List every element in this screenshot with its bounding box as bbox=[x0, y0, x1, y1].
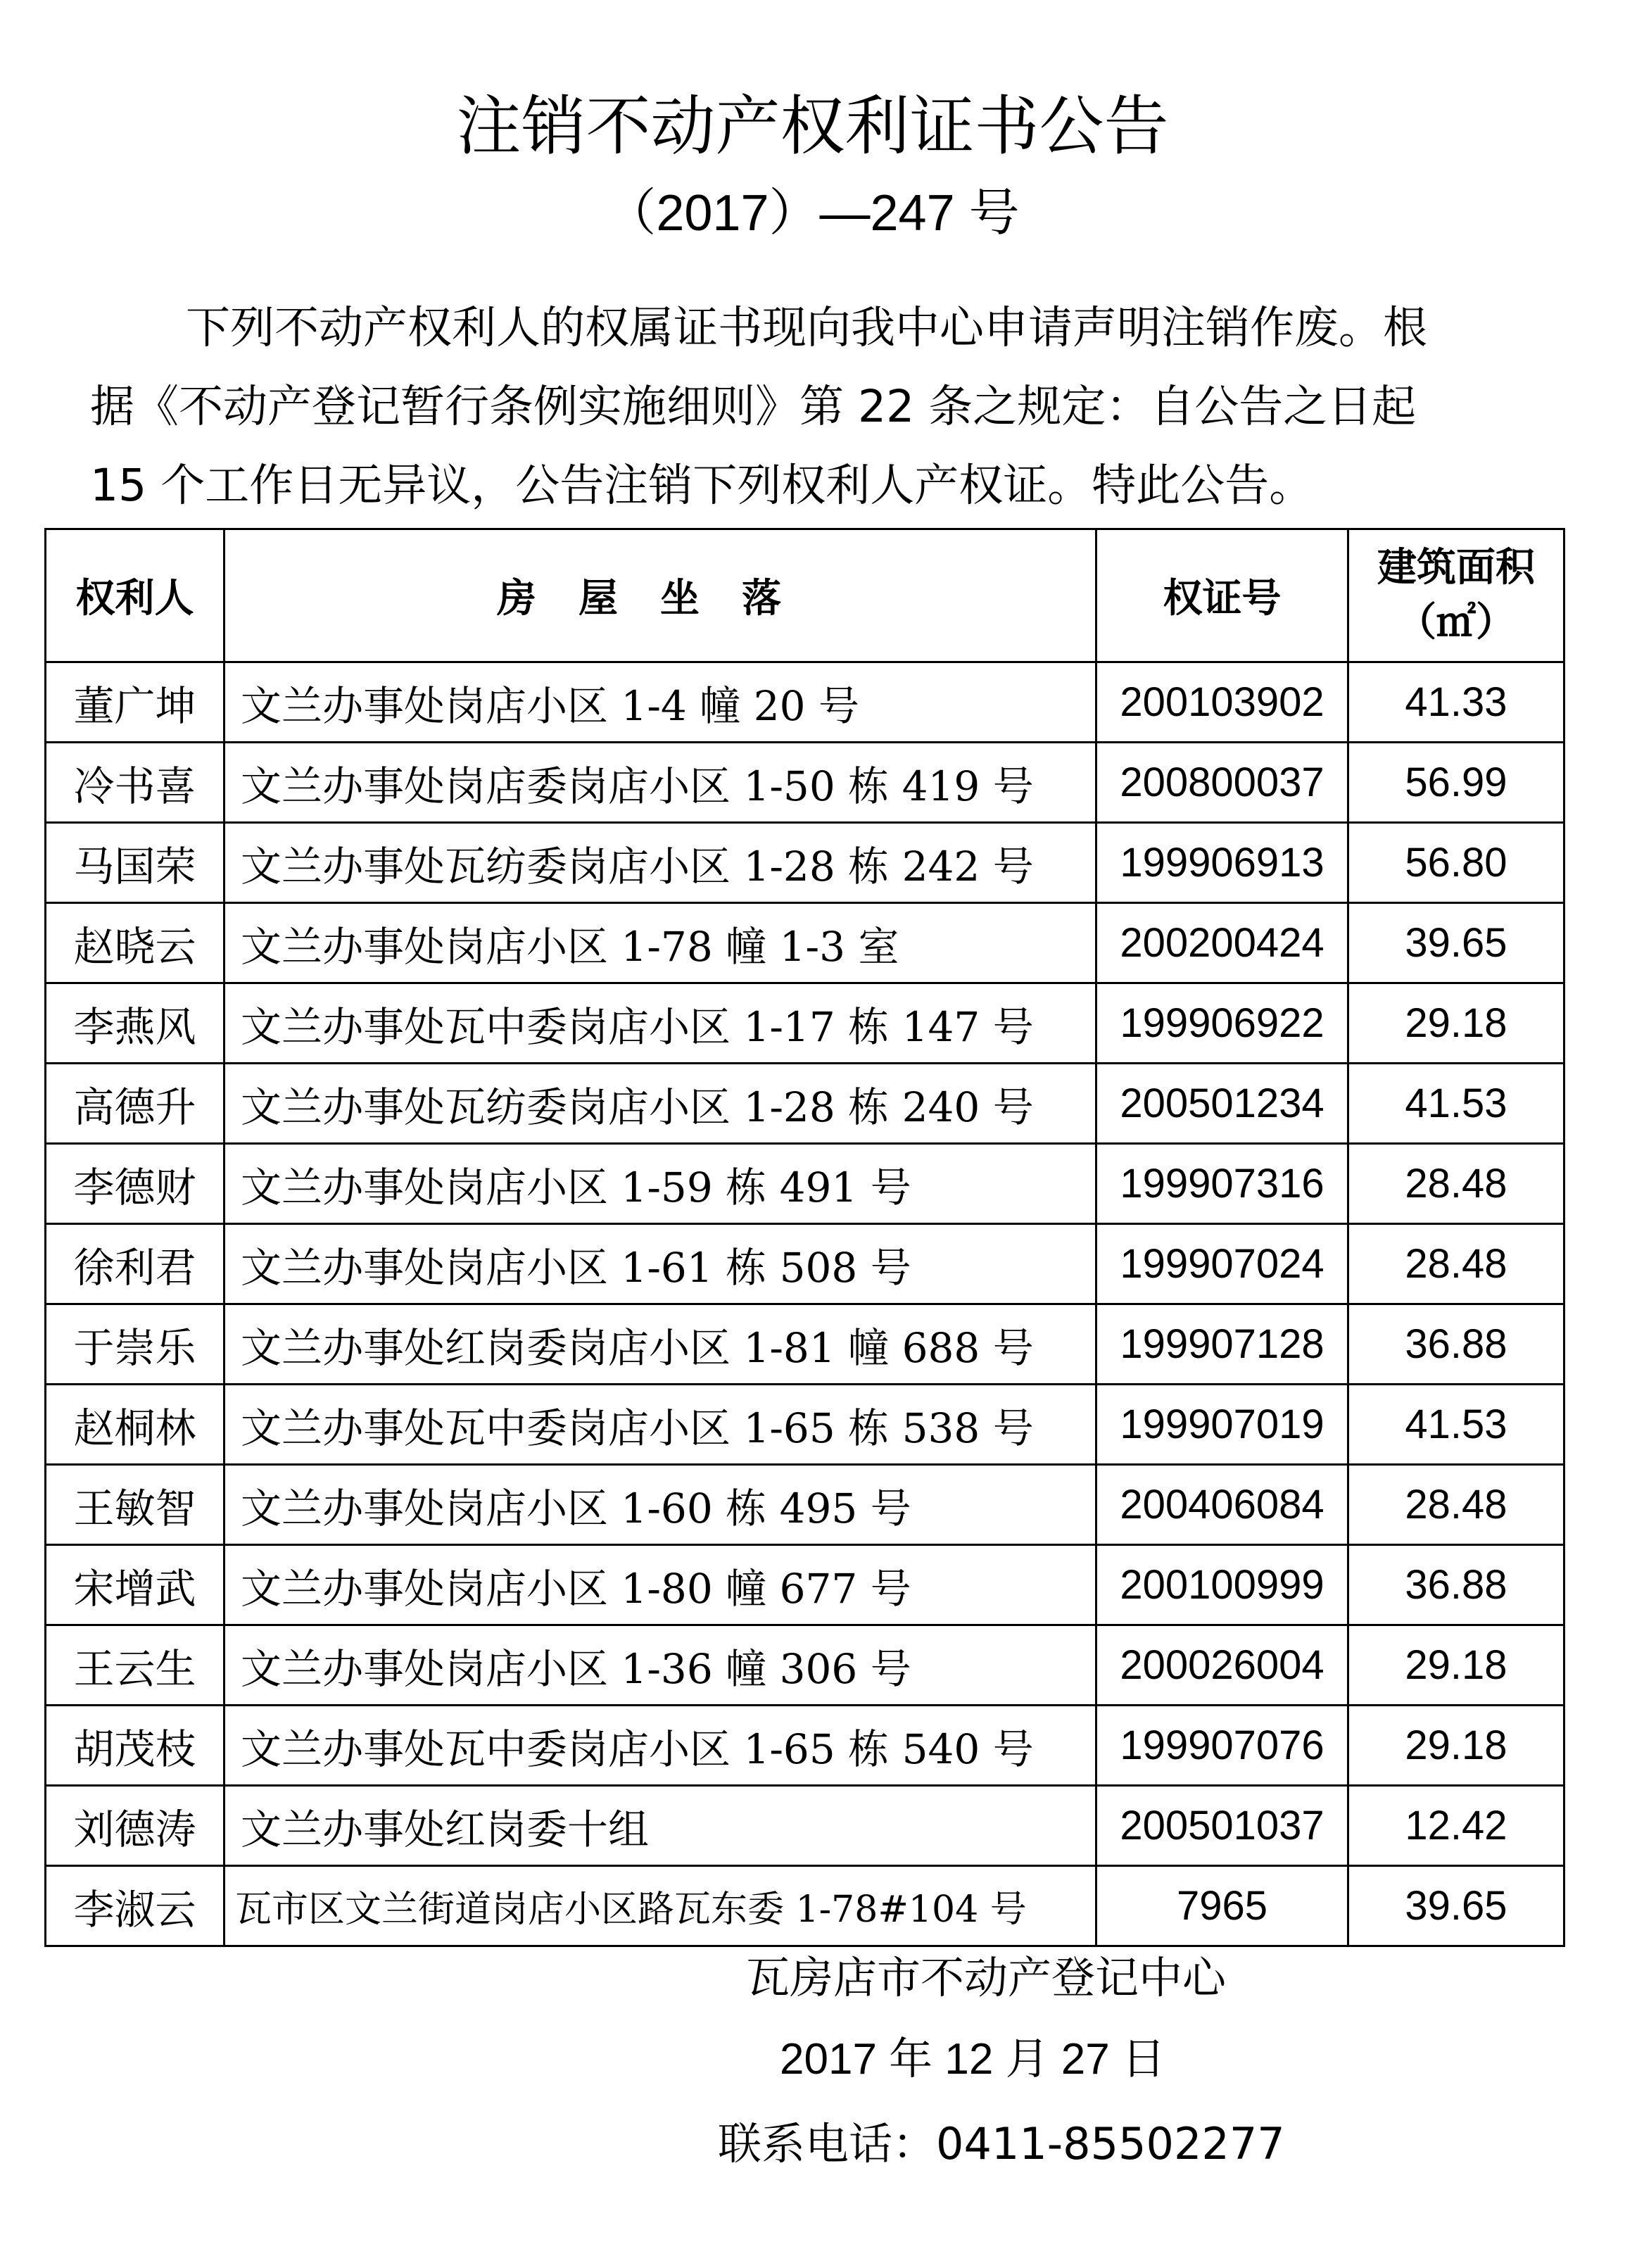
certificate-table bbox=[44, 528, 1565, 1947]
owner-cell: 冷书喜 bbox=[46, 743, 225, 823]
cert-no-cell: 200501037 bbox=[1096, 1786, 1348, 1866]
cert-no-cell: 199907019 bbox=[1096, 1385, 1348, 1465]
header-location bbox=[225, 529, 1096, 662]
area-cell: 28.48 bbox=[1348, 1465, 1564, 1545]
location-cell: 文兰办事处岗店小区 1-4 幢 20 号 bbox=[225, 662, 1096, 743]
owner-cell: 于崇乐 bbox=[46, 1304, 225, 1385]
area-cell: 56.99 bbox=[1348, 743, 1564, 823]
cert-no-cell: 200100999 bbox=[1096, 1545, 1348, 1625]
table-row bbox=[46, 1064, 1564, 1144]
owner-cell: 李淑云 bbox=[46, 1866, 225, 1946]
table-row bbox=[46, 1304, 1564, 1385]
area-cell: 29.18 bbox=[1348, 983, 1564, 1064]
cert-no-cell: 199907128 bbox=[1096, 1304, 1348, 1385]
cert-no-cell: 199907076 bbox=[1096, 1706, 1348, 1786]
table-row bbox=[46, 1385, 1564, 1465]
location-cell: 文兰办事处瓦中委岗店小区 1-65 栋 538 号 bbox=[225, 1385, 1096, 1465]
area-cell: 12.42 bbox=[1348, 1786, 1564, 1866]
location-cell: 文兰办事处瓦纺委岗店小区 1-28 栋 240 号 bbox=[225, 1064, 1096, 1144]
location-cell: 文兰办事处红岗委十组 bbox=[225, 1786, 1096, 1866]
cert-no-cell: 199906913 bbox=[1096, 823, 1348, 903]
location-cell: 文兰办事处岗店小区 1-59 栋 491 号 bbox=[225, 1144, 1096, 1224]
intro-line-2: 据《不动产登记暂行条例实施细则》第 22 条之规定：自公告之日起 bbox=[90, 381, 1417, 432]
owner-cell: 王云生 bbox=[46, 1625, 225, 1706]
document-number: （2017）—247 号 bbox=[605, 185, 1020, 241]
area-cell: 41.53 bbox=[1348, 1064, 1564, 1144]
owner-cell: 马国荣 bbox=[46, 823, 225, 903]
cert-no-cell: 200501234 bbox=[1096, 1064, 1348, 1144]
cert-no-cell: 200800037 bbox=[1096, 743, 1348, 823]
table-header-row bbox=[46, 529, 1564, 662]
area-cell: 41.33 bbox=[1348, 662, 1564, 743]
location-cell: 文兰办事处岗店小区 1-60 栋 495 号 bbox=[225, 1465, 1096, 1545]
owner-cell: 高德升 bbox=[46, 1064, 225, 1144]
table-row bbox=[46, 1625, 1564, 1706]
owner-cell: 宋增武 bbox=[46, 1545, 225, 1625]
owner-cell: 李燕风 bbox=[46, 983, 225, 1064]
table-row bbox=[46, 1786, 1564, 1866]
intro-line-3: 15 个工作日无异议，公告注销下列权利人产权证。特此公告。 bbox=[90, 460, 1314, 511]
owner-cell: 赵桐林 bbox=[46, 1385, 225, 1465]
table-row bbox=[46, 1465, 1564, 1545]
area-cell: 39.65 bbox=[1348, 1866, 1564, 1946]
table-row bbox=[46, 662, 1564, 743]
location-cell: 文兰办事处岗店小区 1-80 幢 677 号 bbox=[225, 1545, 1096, 1625]
header-cert-no: 权证号 bbox=[1096, 529, 1348, 662]
table-row bbox=[46, 903, 1564, 983]
area-cell: 36.88 bbox=[1348, 1545, 1564, 1625]
cert-no-cell: 199907024 bbox=[1096, 1224, 1348, 1304]
area-cell: 56.80 bbox=[1348, 823, 1564, 903]
area-cell: 28.48 bbox=[1348, 1224, 1564, 1304]
table-row bbox=[46, 1866, 1564, 1946]
cert-no-cell: 7965 bbox=[1096, 1866, 1348, 1946]
intro-paragraph bbox=[90, 289, 1547, 525]
location-cell: 文兰办事处岗店小区 1-78 幢 1-3 室 bbox=[225, 903, 1096, 983]
area-cell: 39.65 bbox=[1348, 903, 1564, 983]
intro-line-1: 下列不动产权利人的权属证书现向我中心申请声明注销作废。根 bbox=[186, 302, 1427, 353]
table-row bbox=[46, 1545, 1564, 1625]
location-cell: 文兰办事处红岗委岗店小区 1-81 幢 688 号 bbox=[225, 1304, 1096, 1385]
area-cell: 28.48 bbox=[1348, 1144, 1564, 1224]
cert-no-cell: 199906922 bbox=[1096, 983, 1348, 1064]
table-row bbox=[46, 1706, 1564, 1786]
owner-cell: 董广坤 bbox=[46, 662, 225, 743]
page-title: 注销不动产权利证书公告 bbox=[456, 89, 1169, 164]
table-row bbox=[46, 823, 1564, 903]
cert-no-cell: 200200424 bbox=[1096, 903, 1348, 983]
header-area-label: 建筑面积 bbox=[1377, 545, 1535, 591]
owner-cell: 王敏智 bbox=[46, 1465, 225, 1545]
location-cell: 文兰办事处瓦中委岗店小区 1-65 栋 540 号 bbox=[225, 1706, 1096, 1786]
owner-cell: 胡茂枝 bbox=[46, 1706, 225, 1786]
contact-phone: 联系电话：0411-85502277 bbox=[718, 2118, 1285, 2169]
table-row bbox=[46, 743, 1564, 823]
location-cell: 文兰办事处岗店小区 1-36 幢 306 号 bbox=[225, 1625, 1096, 1706]
table-row bbox=[46, 1224, 1564, 1304]
owner-cell: 徐利君 bbox=[46, 1224, 225, 1304]
issuer-name: 瓦房店市不动产登记中心 bbox=[746, 1952, 1227, 2003]
area-cell: 36.88 bbox=[1348, 1304, 1564, 1385]
area-cell: 29.18 bbox=[1348, 1625, 1564, 1706]
header-area-unit: （㎡） bbox=[1397, 600, 1515, 645]
issue-date: 2017 年 12 月 27 日 bbox=[780, 2035, 1165, 2084]
owner-cell: 李德财 bbox=[46, 1144, 225, 1224]
location-cell: 文兰办事处岗店委岗店小区 1-50 栋 419 号 bbox=[225, 743, 1096, 823]
cert-no-cell: 200103902 bbox=[1096, 662, 1348, 743]
location-cell: 文兰办事处岗店小区 1-61 栋 508 号 bbox=[225, 1224, 1096, 1304]
location-cell: 瓦市区文兰街道岗店小区路瓦东委 1-78#104 号 bbox=[225, 1866, 1096, 1946]
table-row bbox=[46, 1144, 1564, 1224]
location-cell: 文兰办事处瓦中委岗店小区 1-17 栋 147 号 bbox=[225, 983, 1096, 1064]
cert-no-cell: 200026004 bbox=[1096, 1625, 1348, 1706]
owner-cell: 赵晓云 bbox=[46, 903, 225, 983]
cert-no-cell: 200406084 bbox=[1096, 1465, 1348, 1545]
cert-no-cell: 199907316 bbox=[1096, 1144, 1348, 1224]
header-area bbox=[1348, 529, 1564, 662]
location-cell: 文兰办事处瓦纺委岗店小区 1-28 栋 242 号 bbox=[225, 823, 1096, 903]
header-owner: 权利人 bbox=[46, 529, 225, 662]
table-row bbox=[46, 983, 1564, 1064]
header-location-label: 房屋坐落 bbox=[497, 576, 823, 622]
area-cell: 41.53 bbox=[1348, 1385, 1564, 1465]
area-cell: 29.18 bbox=[1348, 1706, 1564, 1786]
owner-cell: 刘德涛 bbox=[46, 1786, 225, 1866]
